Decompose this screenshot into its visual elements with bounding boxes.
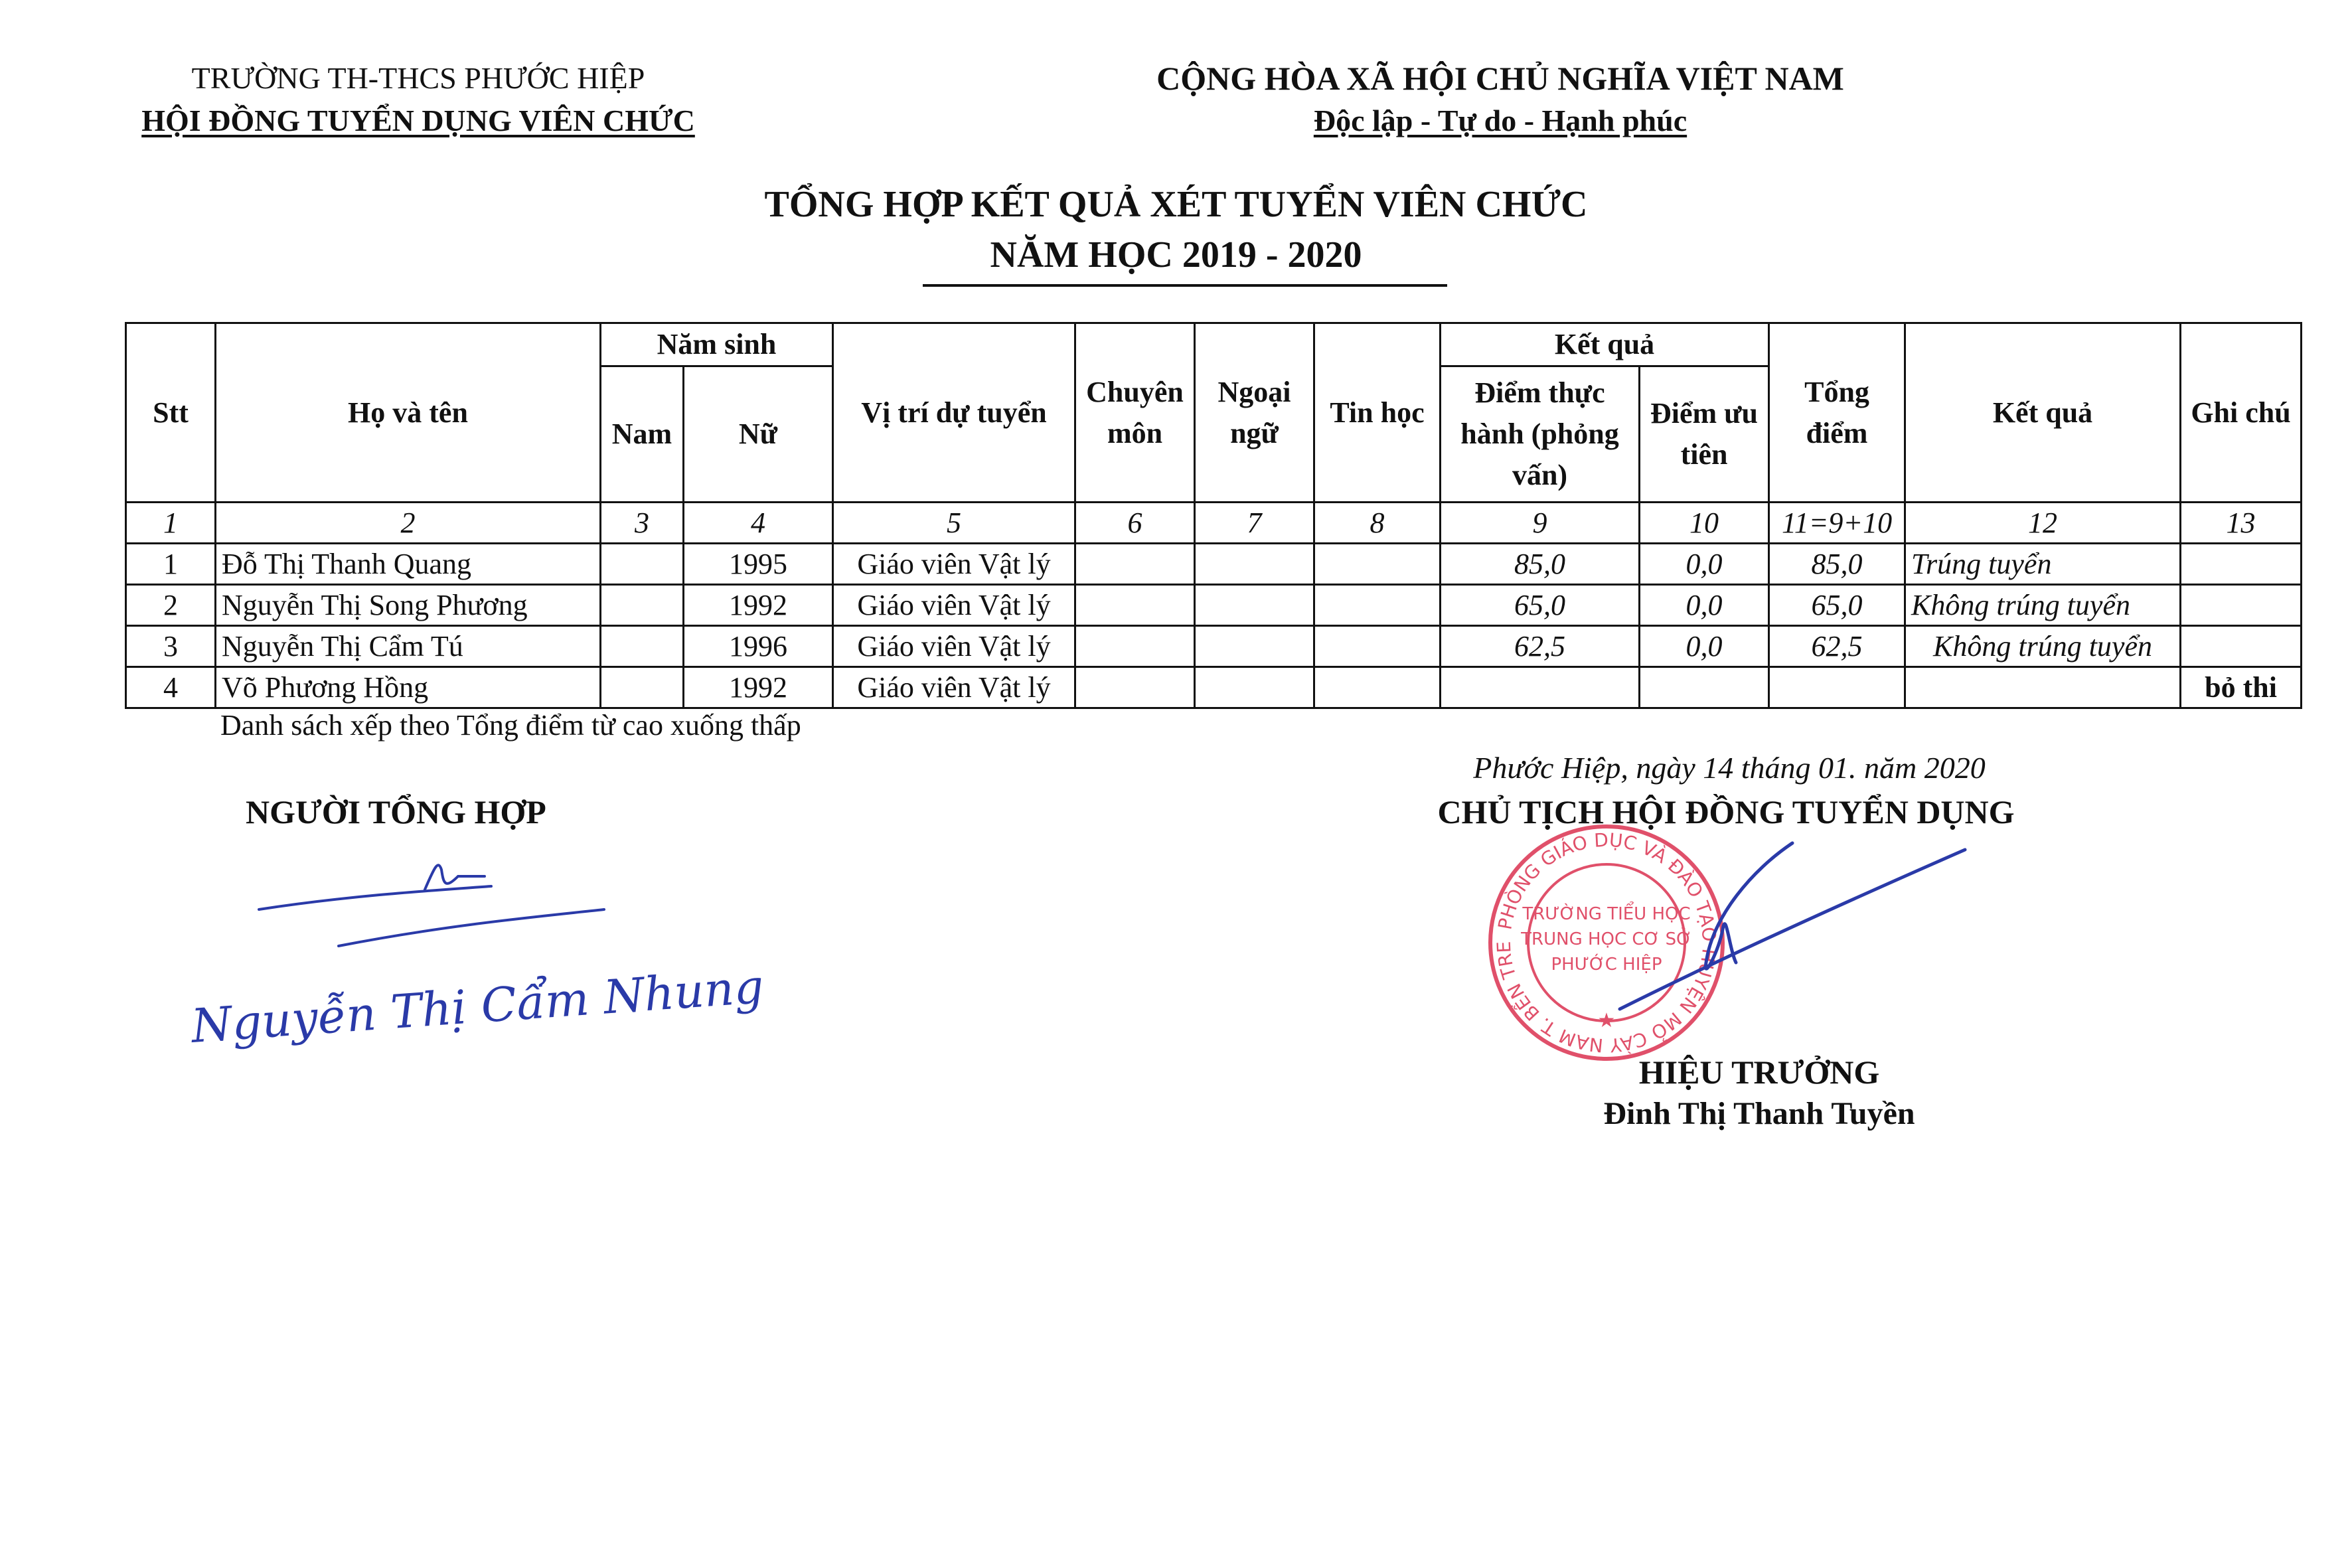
cell-total: 85,0 <box>1769 544 1905 585</box>
col-header-female: Nữ <box>684 366 833 503</box>
cell-practice: 65,0 <box>1441 585 1640 626</box>
cell-language <box>1195 626 1314 667</box>
cell-name: Võ Phương Hồng <box>216 667 601 708</box>
cell-male <box>601 667 684 708</box>
col-header-male: Nam <box>601 366 684 503</box>
header-right <box>1115 57 1885 142</box>
cell-position: Giáo viên Vật lý <box>833 585 1075 626</box>
cell-practice <box>1441 667 1640 708</box>
col-number: 7 <box>1195 503 1314 544</box>
title-underline <box>923 284 1447 287</box>
col-number: 1 <box>126 503 216 544</box>
chair-signature <box>1593 830 1992 1029</box>
cell-note <box>2181 585 2302 626</box>
col-header-practice: Điểm thực hành (phỏng vấn) <box>1441 366 1640 503</box>
results-table <box>125 322 2302 709</box>
country-name: CỘNG HÒA XÃ HỘI CHỦ NGHĨA VIỆT NAM <box>1156 60 1844 97</box>
cell-position: Giáo viên Vật lý <box>833 667 1075 708</box>
cell-major <box>1075 585 1195 626</box>
col-header-position: Vị trí dự tuyển <box>833 323 1075 503</box>
cell-name: Nguyễn Thị Cẩm Tú <box>216 626 601 667</box>
cell-it <box>1314 667 1441 708</box>
header-row-1 <box>126 323 2302 366</box>
compiler-signature-text: Nguyễn Thị Cẩm Nhung <box>189 959 765 1054</box>
cell-stt: 1 <box>126 544 216 585</box>
cell-note <box>2181 626 2302 667</box>
cell-major <box>1075 544 1195 585</box>
col-number: 13 <box>2181 503 2302 544</box>
cell-major <box>1075 667 1195 708</box>
stamp-inner-line-3: PHƯỚC HIỆP <box>1551 955 1662 975</box>
cell-stt: 3 <box>126 626 216 667</box>
col-number: 9 <box>1441 503 1640 544</box>
chair-title: CHỦ TỊCH HỘI ĐỒNG TUYỂN DỤNG <box>1437 793 2015 830</box>
cell-stt: 2 <box>126 585 216 626</box>
col-header-name: Họ và tên <box>216 323 601 503</box>
cell-male <box>601 544 684 585</box>
header-left <box>53 57 783 142</box>
council-name: HỘI ĐỒNG TUYỂN DỤNG VIÊN CHỨC <box>141 104 695 137</box>
cell-female: 1992 <box>684 585 833 626</box>
cell-name: Nguyễn Thị Song Phương <box>216 585 601 626</box>
stamp-outer-text: PHÒNG GIÁO DỤC VÀ ĐÀO TẠO HUYỆN MỎ CÀY NAM T. BẾN TRE <box>1492 828 1721 1057</box>
cell-practice: 62,5 <box>1441 626 1640 667</box>
cell-male <box>601 626 684 667</box>
cell-position: Giáo viên Vật lý <box>833 544 1075 585</box>
cell-it <box>1314 544 1441 585</box>
cell-it <box>1314 626 1441 667</box>
col-header-priority: Điểm ưu tiên <box>1640 366 1769 503</box>
cell-note <box>2181 544 2302 585</box>
cell-total: 62,5 <box>1769 626 1905 667</box>
table-row <box>126 544 2302 585</box>
cell-priority: 0,0 <box>1640 626 1769 667</box>
school-name: TRƯỜNG TH-THCS PHƯỚC HIỆP <box>191 61 645 95</box>
col-header-stt: Stt <box>126 323 216 503</box>
column-number-row <box>126 503 2302 544</box>
date-line: Phước Hiệp, ngày 14 tháng 01. năm 2020 <box>1473 751 1986 785</box>
col-number: 10 <box>1640 503 1769 544</box>
cell-result <box>1905 667 2181 708</box>
col-number: 8 <box>1314 503 1441 544</box>
chair-position: HIỆU TRƯỞNG <box>1638 1054 1880 1091</box>
cell-priority: 0,0 <box>1640 585 1769 626</box>
col-header-result: Kết quả <box>1905 323 2181 503</box>
cell-result: Trúng tuyển <box>1905 544 2181 585</box>
compiler-title: NGƯỜI TỔNG HỢP <box>246 793 546 830</box>
col-number: 3 <box>601 503 684 544</box>
col-header-language: Ngoại ngữ <box>1195 323 1314 503</box>
col-number: 4 <box>684 503 833 544</box>
col-number: 5 <box>833 503 1075 544</box>
col-header-it: Tin học <box>1314 323 1441 503</box>
col-number: 12 <box>1905 503 2181 544</box>
cell-major <box>1075 626 1195 667</box>
cell-note: bỏ thi <box>2181 667 2302 708</box>
col-header-major: Chuyên môn <box>1075 323 1195 503</box>
compiler-signature <box>173 850 765 1062</box>
cell-language <box>1195 667 1314 708</box>
motto: Độc lập - Tự do - Hạnh phúc <box>1313 104 1687 137</box>
col-header-result-group: Kết quả <box>1441 323 1769 366</box>
cell-male <box>601 585 684 626</box>
col-number: 2 <box>216 503 601 544</box>
col-header-total: Tổng điểm <box>1769 323 1905 503</box>
cell-position: Giáo viên Vật lý <box>833 626 1075 667</box>
cell-it <box>1314 585 1441 626</box>
stamp-inner-line-2: TRUNG HỌC CƠ SỞ <box>1521 929 1692 949</box>
stamp-inner-line-1: TRƯỜNG TIỂU HỌC <box>1522 904 1691 924</box>
col-header-birth-year: Năm sinh <box>601 323 833 366</box>
table-row <box>126 585 2302 626</box>
cell-priority: 0,0 <box>1640 544 1769 585</box>
col-number: 6 <box>1075 503 1195 544</box>
cell-female: 1995 <box>684 544 833 585</box>
table-row <box>126 626 2302 667</box>
page-subtitle: NĂM HỌC 2019 - 2020 <box>990 234 1362 275</box>
col-number: 11=9+10 <box>1769 503 1905 544</box>
sort-note: Danh sách xếp theo Tổng điểm từ cao xuống thấp <box>220 709 801 742</box>
cell-female: 1996 <box>684 626 833 667</box>
cell-priority <box>1640 667 1769 708</box>
cell-total <box>1769 667 1905 708</box>
cell-stt: 4 <box>126 667 216 708</box>
cell-language <box>1195 544 1314 585</box>
table-row <box>126 667 2302 708</box>
page-title: TỔNG HỢP KẾT QUẢ XÉT TUYỂN VIÊN CHỨC <box>764 184 1588 225</box>
cell-result: Không trúng tuyển <box>1905 626 2181 667</box>
cell-language <box>1195 585 1314 626</box>
cell-total: 65,0 <box>1769 585 1905 626</box>
chair-name: Đinh Thị Thanh Tuyền <box>1603 1096 1915 1131</box>
cell-practice: 85,0 <box>1441 544 1640 585</box>
col-header-note: Ghi chú <box>2181 323 2302 503</box>
cell-name: Đỗ Thị Thanh Quang <box>216 544 601 585</box>
cell-result: Không trúng tuyển <box>1905 585 2181 626</box>
cell-female: 1992 <box>684 667 833 708</box>
stamp-star-icon: ★ <box>1597 1009 1616 1032</box>
